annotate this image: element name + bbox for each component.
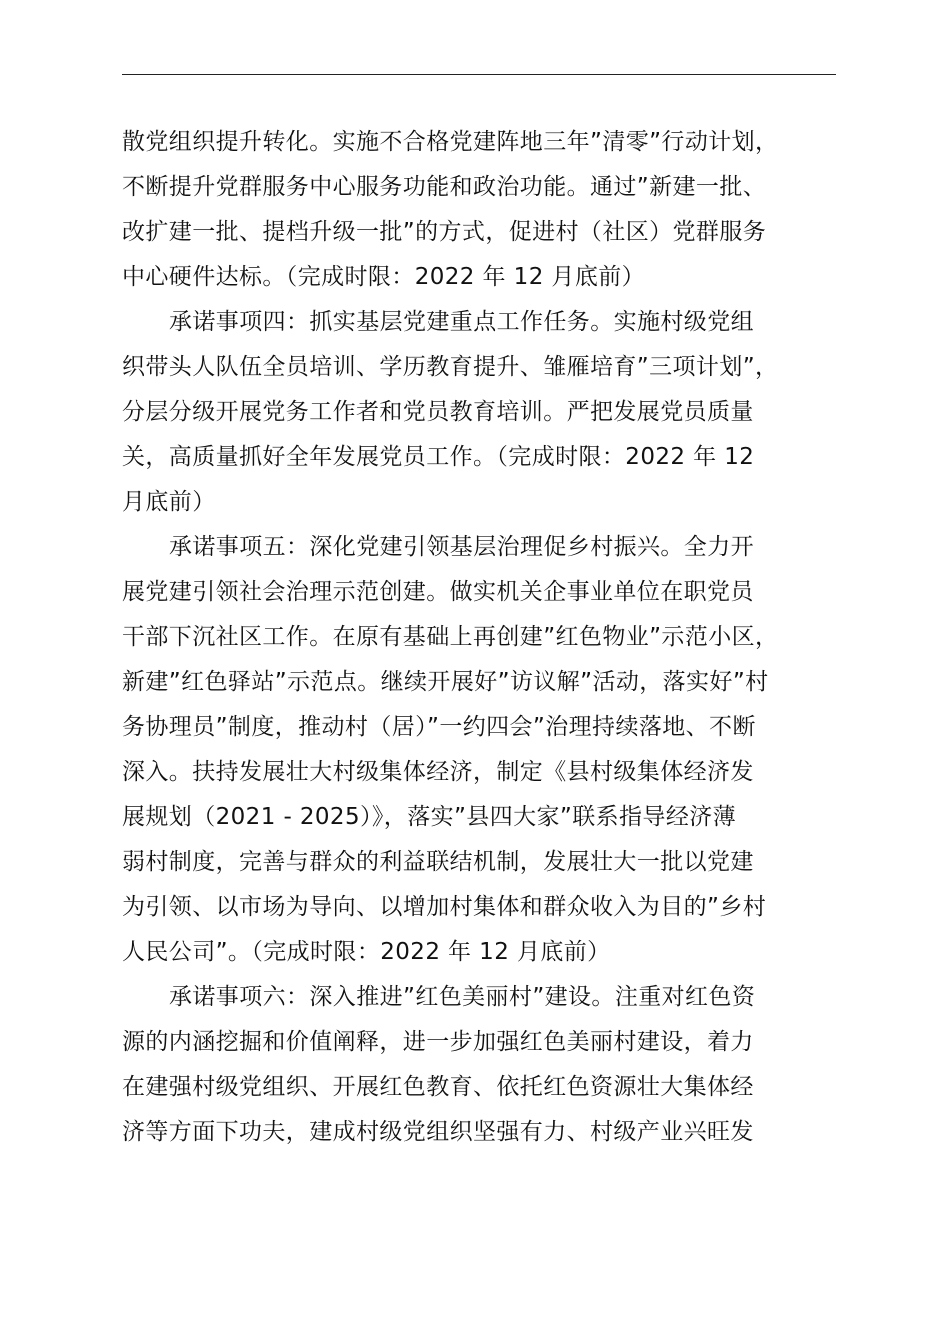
text-line: 务协理员”制度，推动村（居）”一约四会”治理持续落地、不断 xyxy=(122,714,756,740)
text-line: 济等方面下功夫，建成村级党组织坚强有力、村级产业兴旺发 xyxy=(122,1119,754,1145)
paragraph-continuation xyxy=(122,120,836,300)
text-line: 承诺事项五：深化党建引领基层治理促乡村振兴。全力开 xyxy=(169,534,754,560)
header-rule xyxy=(122,74,836,75)
text-line: 展规划（2021 - 2025）》，落实”县四大家”联系指导经济薄 xyxy=(122,804,737,830)
text-line: 源的内涵挖掘和价值阐释，进一步加强红色美丽村建设，着力 xyxy=(122,1029,754,1055)
text-line: 分层分级开展党务工作者和党员教育培训。严把发展党员质量 xyxy=(122,399,754,425)
text-line: 新建”红色驿站”示范点。继续开展好”访议解”活动，落实好”村 xyxy=(122,669,769,695)
text-line: 改扩建一批、提档升级一批”的方式，促进村（社区）党群服务 xyxy=(122,219,767,245)
text-line: 弱村制度，完善与群众的利益联结机制，发展壮大一批以党建 xyxy=(122,849,754,875)
text-line: 关，高质量抓好全年发展党员工作。（完成时限：2022 年 12 xyxy=(122,444,755,470)
text-line: 深入。扶持发展壮大村级集体经济，制定《县村级集体经济发 xyxy=(122,759,754,785)
paragraph-commitment-5 xyxy=(122,525,836,975)
text-line: 散党组织提升转化。实施不合格党建阵地三年”清零”行动计划， xyxy=(122,129,779,155)
text-line: 在建强村级党组织、开展红色教育、依托红色资源壮大集体经 xyxy=(122,1074,754,1100)
text-line: 人民公司”。（完成时限：2022 年 12 月底前） xyxy=(122,939,611,965)
text-line: 展党建引领社会治理示范创建。做实机关企事业单位在职党员 xyxy=(122,579,754,605)
text-line: 月底前） xyxy=(122,489,216,515)
text-line: 中心硬件达标。（完成时限：2022 年 12 月底前） xyxy=(122,264,646,290)
text-line: 承诺事项六：深入推进”红色美丽村”建设。注重对红色资 xyxy=(169,984,756,1010)
text-line: 承诺事项四：抓实基层党建重点工作任务。实施村级党组 xyxy=(169,309,754,335)
paragraph-commitment-4 xyxy=(122,300,836,525)
text-line: 为引领、以市场为导向、以增加村集体和群众收入为目的”乡村 xyxy=(122,894,767,920)
document-body xyxy=(122,120,836,1155)
text-line: 不断提升党群服务中心服务功能和政治功能。通过”新建一批、 xyxy=(122,174,767,200)
text-line: 干部下沉社区工作。在原有基础上再创建”红色物业”示范小区， xyxy=(122,624,779,650)
paragraph-commitment-6 xyxy=(122,975,836,1155)
text-line: 织带头人队伍全员培训、学历教育提升、雏雁培育”三项计划”， xyxy=(122,354,779,380)
